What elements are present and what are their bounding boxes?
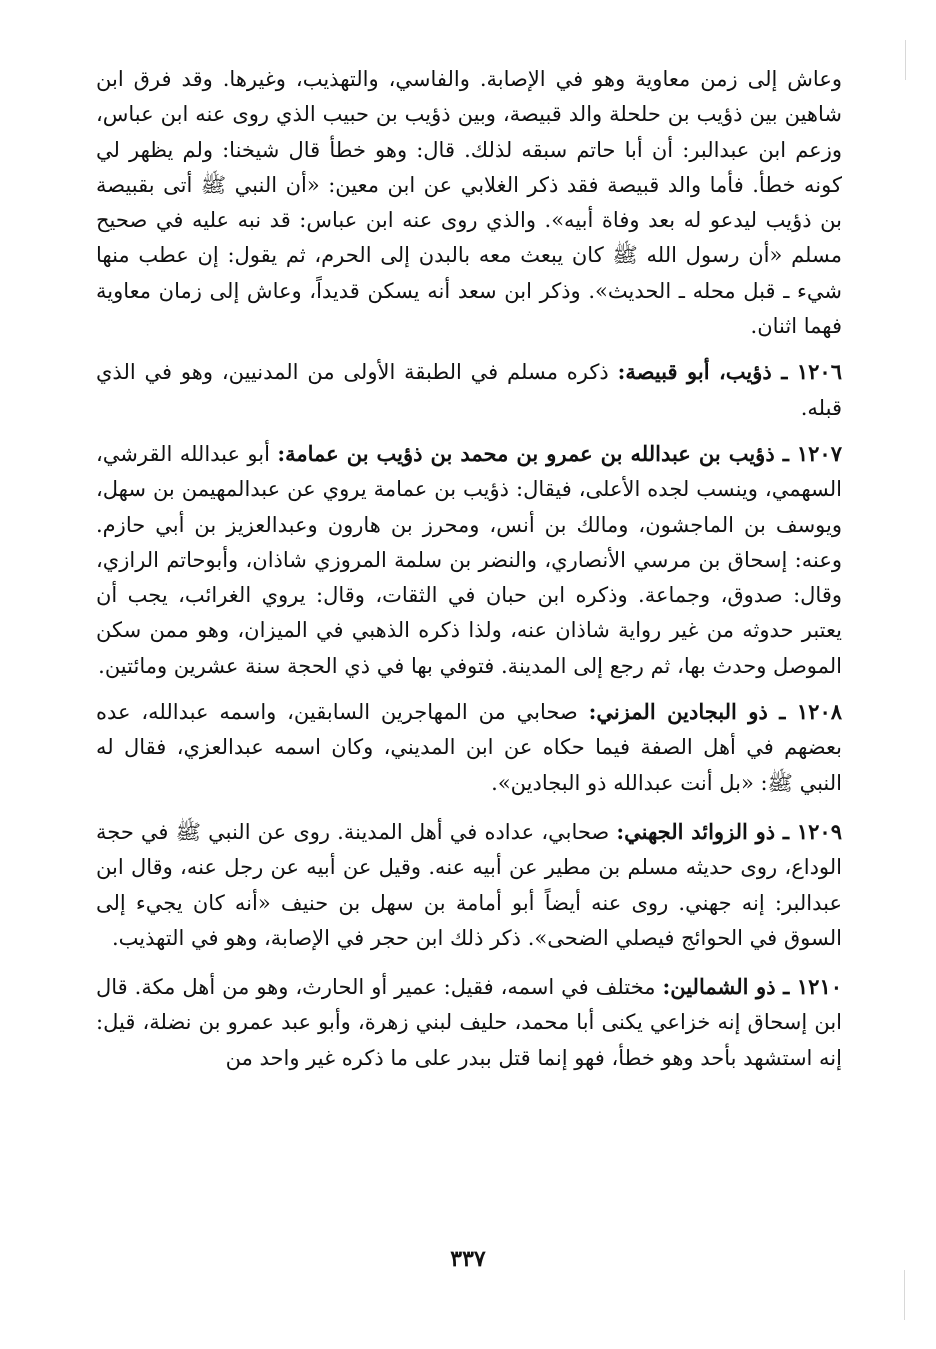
entry-1206	[96, 354, 842, 426]
continuation-paragraph: وعاش إلى زمن معاوية وهو في الإصابة. والفاسي، والتهذيب، وغيرها. وقد فرق ابن شاهين بين ذؤيب بن حلحلة والد قبيصة، وبين ذؤيب بن حبيب الذي روى عنه ابن عباس، وزعم ابن عبدالبر: أن أبا حاتم سبقه لذلك. قال: وهو خطأ قال شيخنا: ولم يظهر لي كونه خطأ. فأما والد قبيصة فقد ذكر الغلابي عن ابن معين: «أن النبي ﷺ أتى بقبيصة بن ذؤيب ليدعو له بعد وفاة أبيه». والذي روى عنه ابن عباس: قد نبه عليه في صحيح مسلم «أن رسول الله ﷺ كان يبعث معه بالبدن إلى الحرم، ثم يقول: إن عطب منها شيء ـ قبل محله ـ الحديث». وذكر ابن سعد أنه يسكن قديداً، وعاش إلى زمان معاوية فهما اثنان.	[96, 67, 842, 339]
entry-heading: ١٢٠٨ ـ ذو البجادين المزني:	[588, 699, 843, 725]
entry-body: مختلف في اسمه، فقيل: عمير أو الحارث، وهو من أهل مكة. قال ابن إسحاق إنه خزاعي يكنى أبا محمد، حليف لبني زهرة، وأبو عبد عمرو بن نضلة، قيل: إنه استشهد بأحد وهو خطأ، فهو إنما قتل ببدر على ما ذكره غير واحد من	[96, 975, 842, 1070]
entry-body: صحابي من المهاجرين السابقين، واسمه عبدالله، عده بعضهم في أهل الصفة فيما حكاه عن ابن المديني، وكان اسمه عبدالعزي، فقال له النبي ﷺ: «بل أنت عبدالله ذو البجادين».	[96, 700, 842, 795]
entry-heading: ١٢٠٦ ـ ذؤيب، أبو قبيصة:	[617, 359, 842, 385]
entry-heading: ١٢٠٧ ـ ذؤيب بن عبدالله بن عمرو بن محمد بن ذؤيب بن عمامة:	[277, 440, 842, 466]
entry-heading: ١٢٠٩ ـ ذو الزوائد الجهني:	[616, 818, 842, 844]
entry-1207	[96, 436, 842, 684]
entry-body: صحابي، عداده في أهل المدينة. روى عن النبي ﷺ في حجة الوداع، روى حديثه مسلم بن مطير عن أبيه عنه. وقيل عن أبيه عن رجل عنه، وقال ابن عبدالبر: إنه جهني. روى عنه أيضاً أبو أمامة بن سهل بن حنيف «أنه كان يجيء إلى السوق في الحوائج فيصلي الضحى». ذكر ذلك ابن حجر في الإصابة، وهو في التهذيب.	[96, 819, 842, 950]
entry-body: ذكره مسلم في الطبقة الأولى من المدنيين، وهو في الذي قبله.	[96, 360, 842, 420]
entry-1209	[96, 814, 842, 956]
entry-1208	[96, 694, 842, 801]
scan-edge-mark	[904, 1270, 905, 1320]
page-text	[96, 62, 842, 1076]
page-number: ٣٣٧	[450, 1246, 486, 1272]
entry-body: أبو عبدالله القرشي، السهمي، وينسب لجده الأعلى، فيقال: ذؤيب بن عمامة يروي عن عبدالمهيمن بن سهل، ويوسف بن الماجشون، ومالك بن أنس، ومحرز بن هارون وعبدالعزيز بن أبي حازم. وعنه: إسحاق بن مرسي الأنصاري، والنضر بن سلمة المروزي شاذان، وأبوحاتم الرازي، وقال: صدوق، وجماعة. وذكره ابن حبان في الثقات، وقال: يروي الغرائب، يجب أن يعتبر حدوثه من غير رواية شاذان عنه، ولذا ذكره الذهبي في الميزان، وهو ممن سكن الموصل وحدث بها، ثم رجع إلى المدينة. فتوفي بها في ذي الحجة سنة عشرين ومائتين.	[96, 441, 842, 678]
entry-heading: ١٢١٠ ـ ذو الشمالين:	[662, 974, 843, 1000]
entry-1210	[96, 969, 842, 1076]
scan-edge-mark	[905, 40, 906, 80]
